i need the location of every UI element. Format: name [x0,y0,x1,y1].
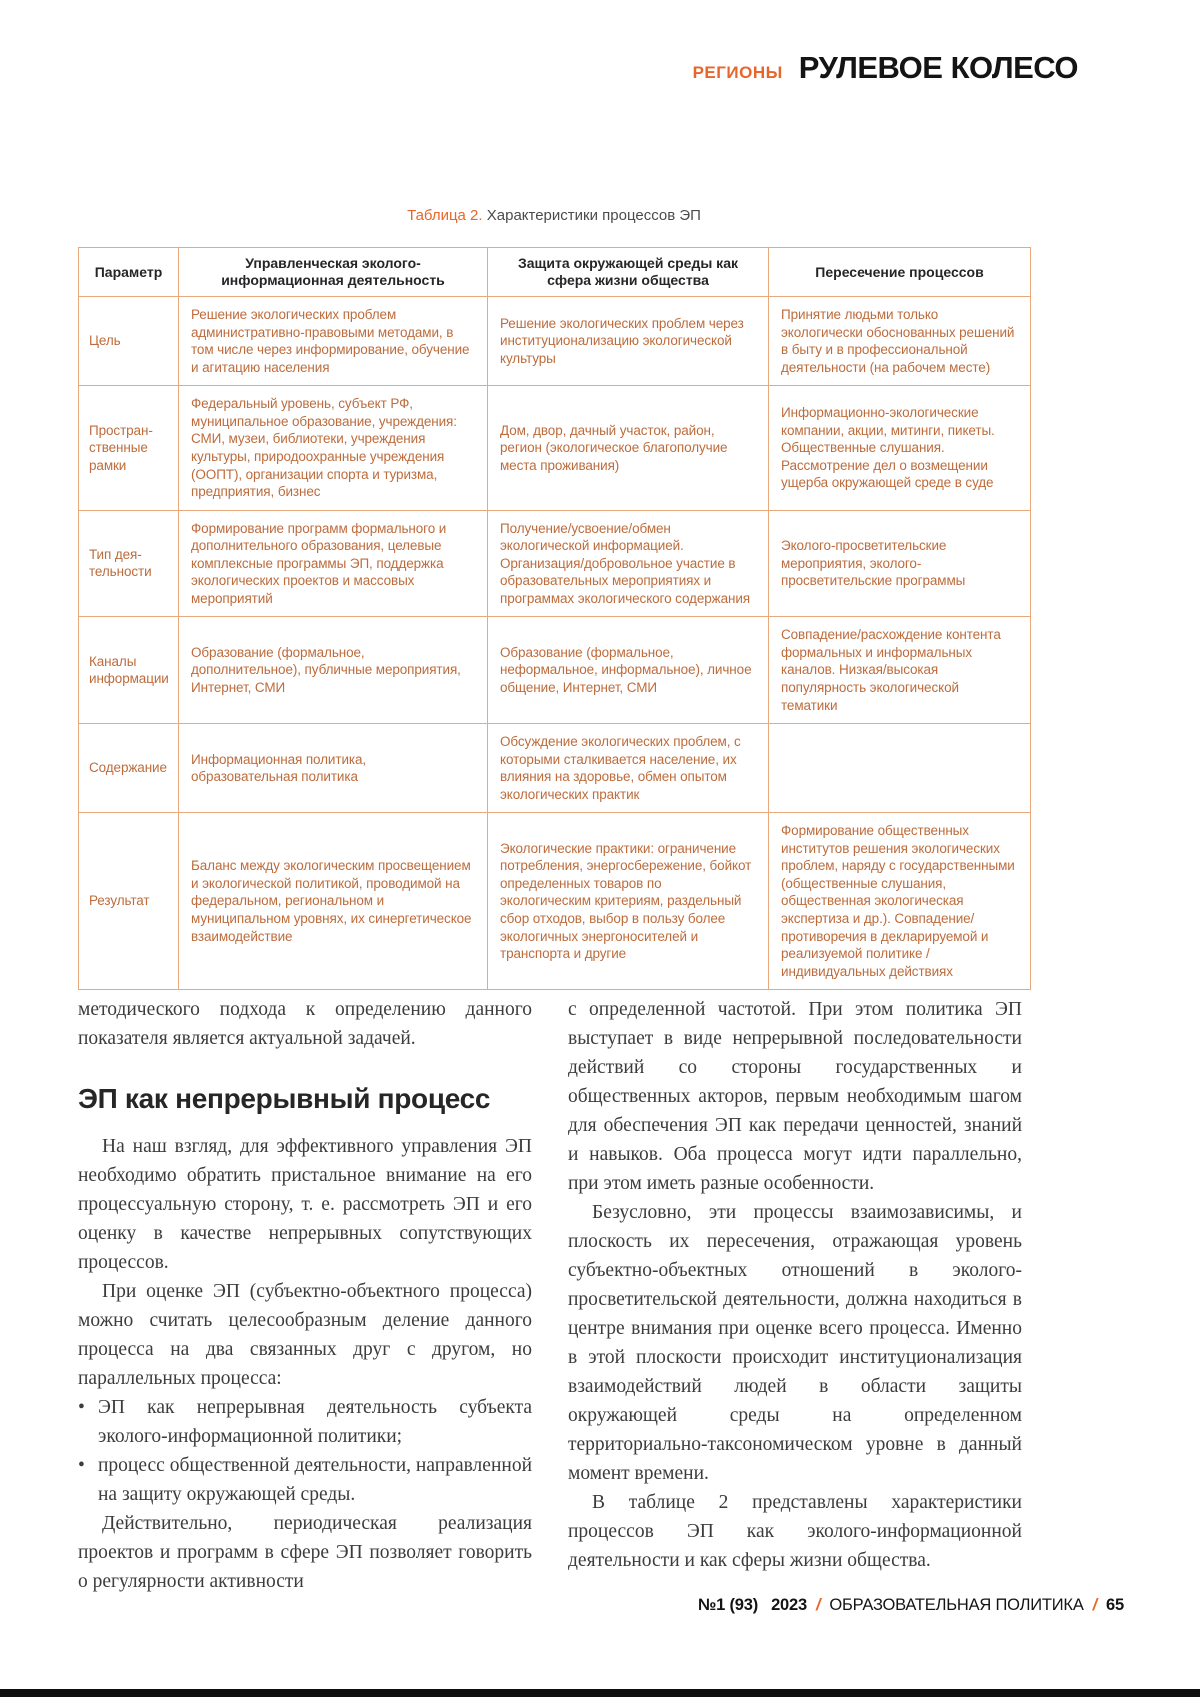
table-cell: Решение экологических проблем административно-правовыми методами, в том числе через информирование, обучение и агитацию населения [179,297,488,386]
page-footer [698,1596,1124,1615]
bottom-edge-bar [0,1689,1200,1697]
list-item-text: процесс общественной деятельности, направленной на защиту окружающей среды. [98,1455,532,1506]
param-cell: Пространственные рамки [79,386,179,510]
table-row [79,813,1031,990]
paragraph: При оценке ЭП (субъектно-объектного процесса) можно считать целесообразным деление данного процесса на два связанных друг с другом, но параллельных процесса: [78,1281,532,1390]
section-heading: ЭП как непрерывный процесс [78,1083,491,1114]
paragraph: Безусловно, эти процессы взаимозависимы, и плоскость их пересечения, отражающая уровень субъектно-объектных отношений в эколого-просветительской деятельности, должна находиться в центре внимания при оценке всего процесса. Именно в этой плоскости происходит институционализация взаимодействий людей в области защиты окружающей среды на определенном территориально-таксономическом уровне в данный момент времени. [568,1202,1022,1484]
table-caption-label: Таблица 2. [407,207,483,224]
param-cell: Каналы информации [79,617,179,724]
table-row [79,386,1031,510]
table-cell: Федеральный уровень, субъект РФ, муниципальное образование, учреждения: СМИ, музеи, библиотеки, учреждения культуры, природоохранные учреждения (ООПТ), организации спорта и туризма, предприятия, бизнес [179,386,488,510]
param-cell: Цель [79,297,179,386]
param-cell: Содержание [79,724,179,813]
slash-separator-icon: / [1092,1596,1098,1614]
slash-separator-icon: / [815,1596,821,1614]
param-cell: Результат [79,813,179,990]
col-header-param: Параметр [79,248,179,297]
table-cell: Эколого-просветительские мероприятия, эколого-просветительские программы [769,510,1031,617]
page-header [0,50,1078,86]
footer-issue: №1 (93) [697,1596,759,1614]
table-cell: Экологические практики: ограничение потребления, энергосбережение, бойкот определенных товаров по экологическим критериям, раздельный сбор отходов, выбор в пользу более экологичных энергоносителей и транспорта и другие [488,813,769,990]
table-caption [78,207,1030,224]
table-cell: Формирование программ формального и дополнительного образования, целевые комплексные программы ЭП, поддержка экологических проектов и массовых мероприятий [179,510,488,617]
footer-year: 2023 [771,1596,807,1614]
table-cell: Формирование общественных институтов решения экологических проблем, наряду с государственными (общественные слушания, общественная экологическая экспертиза и др.). Совпадение/противоречия в декларируемой и реализуемой политике / индивидуальных действиях [769,813,1031,990]
table-caption-text: Характеристики процессов ЭП [486,207,701,224]
table-cell [769,724,1031,813]
footer-page-number: 65 [1106,1596,1124,1614]
col-header-protection: Защита окружающей среды как сфера жизни общества [488,248,769,297]
bullet-icon: • [78,1397,85,1419]
paragraph: На наш взгляд, для эффективного управления ЭП необходимо обратить пристальное внимание на его процессуальную сторону, т. е. рассмотреть ЭП и его оценку в качестве непрерывных сопутствующих процессов. [78,1136,532,1274]
table-cell: Информационно-экологические компании, акции, митинги, пикеты. Общественные слушания. Рассмотрение дел о возмещении ущерба окружающей среде в суде [769,386,1031,510]
table-row [79,510,1031,617]
table-cell: Информационная политика, образовательная политика [179,724,488,813]
table-cell: Получение/усвоение/обмен экологической информацией. Организация/добровольное участие в образовательных мероприятиях и программах экологического содержания [488,510,769,617]
bullet-icon: • [78,1455,85,1477]
list-item [78,1451,532,1509]
footer-journal-name: ОБРАЗОВАТЕЛЬНАЯ ПОЛИТИКА [829,1596,1084,1614]
table-cell: Дом, двор, дачный участок, район, регион (экологическое благополучие места проживания) [488,386,769,510]
table-header-row [79,248,1031,297]
list-item-text: ЭП как непрерывная деятельность субъекта эколого-информационной политики; [98,1397,532,1448]
param-cell: Тип деятельности [79,510,179,617]
article-left-column [78,995,532,1596]
paragraph: с определенной частотой. При этом политика ЭП выступает в виде непрерывной последовательности действий со стороны государственных и общественных акторов, первым необходимым шагом для обеспечения ЭП как передачи ценностей, знаний и навыков. Оба процесса могут идти параллельно, при этом иметь разные особенности. [568,999,1022,1194]
characteristics-table [78,247,1031,990]
table-cell: Решение экологических проблем через институционализацию экологической культуры [488,297,769,386]
table-row [79,297,1031,386]
table-cell: Принятие людьми только экологически обоснованных решений в быту и в профессиональной деятельности (на рабочем месте) [769,297,1031,386]
paragraph: Действительно, периодическая реализация проектов и программ в сфере ЭП позволяет говорить о регулярности активности [78,1513,532,1593]
col-header-managerial: Управленческая эколого-информационная деятельность [179,248,488,297]
table-cell: Образование (формальное, дополнительное), публичные мероприятия, Интернет, СМИ [179,617,488,724]
table-cell: Баланс между экологическим просвещением и экологической политикой, проводимой на федеральном, региональном и муниципальном уровнях, их синергетическое взаимодействие [179,813,488,990]
list-item [78,1393,532,1451]
table-cell: Совпадение/расхождение контента формальных и информальных каналов. Низкая/высокая популярность экологической тематики [769,617,1031,724]
paragraph: методического подхода к определению данного показателя является актуальной задачей. [78,999,532,1049]
table-row [79,617,1031,724]
table-cell: Образование (формальное, неформальное, информальное), личное общение, Интернет, СМИ [488,617,769,724]
col-header-intersection: Пересечение процессов [769,248,1031,297]
section-label: РЕГИОНЫ [692,63,783,82]
article-body [78,995,1022,1596]
paragraph: В таблице 2 представлены характеристики процессов ЭП как эколого-информационной деятельности и как сферы жизни общества. [568,1492,1022,1571]
table-row [79,724,1031,813]
table-cell: Обсуждение экологических проблем, с которыми сталкивается население, их влияния на здоровье, обмен опытом экологических практик [488,724,769,813]
journal-title: РУЛЕВОЕ КОЛЕСО [798,50,1078,85]
article-right-column [568,995,1022,1596]
